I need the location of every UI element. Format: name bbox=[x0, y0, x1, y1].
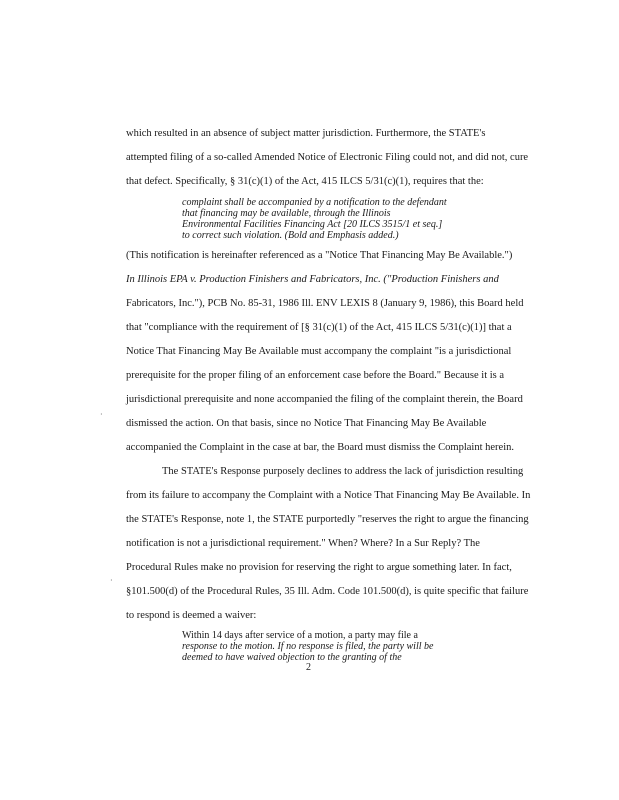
text-line: which resulted in an absence of subject matter jurisdiction. Furthermore, the STATE's bbox=[126, 128, 486, 139]
text-line: In Illinois EPA v. Production Finishers and Fabricators, Inc. ("Production Finishers and bbox=[126, 274, 499, 285]
text-line: (This notification is hereinafter referenced as a "Notice That Financing May Be Available.") bbox=[126, 250, 513, 261]
quote-line: that financing may be available, through the Illinois bbox=[182, 208, 391, 219]
quote-line: to correct such violation. (Bold and Emphasis added.) bbox=[182, 230, 399, 241]
text-line: Notice That Financing May Be Available must accompany the complaint "is a jurisdictional bbox=[126, 346, 512, 357]
text-line: to respond is deemed a waiver: bbox=[126, 610, 257, 621]
scan-speck: · bbox=[100, 410, 103, 419]
text-line: The STATE's Response purposely declines to address the lack of jurisdiction resulting bbox=[162, 466, 524, 477]
quote-line: deemed to have waived objection to the granting of the bbox=[182, 652, 402, 663]
block-quote-statute bbox=[182, 197, 447, 241]
text-line: prerequisite for the proper filing of an enforcement case before the Board." Because it is a bbox=[126, 370, 505, 381]
page-number: 2 bbox=[306, 662, 311, 673]
text-line: §101.500(d) of the Procedural Rules, 35 Ill. Adm. Code 101.500(d), is quite specific that failure bbox=[126, 586, 529, 597]
text-line: Fabricators, Inc."), PCB No. 85-31, 1986 Ill. ENV LEXIS 8 (January 9, 1986), this Board held bbox=[126, 298, 524, 309]
text-line: notification is not a jurisdictional requirement." When? Where? In a Sur Reply? The bbox=[126, 538, 480, 549]
scan-speck: · bbox=[110, 576, 113, 585]
quote-line: Within 14 days after service of a motion, a party may file a bbox=[182, 630, 418, 641]
text-line: accompanied the Complaint in the case at bar, the Board must dismiss the Complaint herein. bbox=[126, 442, 514, 453]
text-line: that "compliance with the requirement of [§ 31(c)(1) of the Act, 415 ILCS 5/31(c)(1)] that a bbox=[126, 322, 512, 333]
quote-line: response to the motion. If no response is filed, the party will be bbox=[182, 641, 434, 652]
text-line: attempted filing of a so-called Amended Notice of Electronic Filing could not, and did not, cure bbox=[126, 152, 529, 163]
text-line: Procedural Rules make no provision for reserving the right to argue something later. In fact, bbox=[126, 562, 512, 573]
text-line: that defect. Specifically, § 31(c)(1) of the Act, 415 ILCS 5/31(c)(1), requires that the: bbox=[126, 176, 484, 187]
quote-line: Environmental Facilities Financing Act [20 ILCS 3515/1 et seq.] bbox=[182, 219, 443, 230]
text-line: from its failure to accompany the Complaint with a Notice That Financing May Be Available. In bbox=[126, 490, 531, 501]
text-line: jurisdictional prerequisite and none accompanied the filing of the complaint therein, the Board bbox=[126, 394, 523, 405]
text-line: the STATE's Response, note 1, the STATE purportedly "reserves the right to argue the financing bbox=[126, 514, 529, 525]
text-line: dismissed the action. On that basis, since no Notice That Financing May Be Available bbox=[126, 418, 487, 429]
quote-line: complaint shall be accompanied by a notification to the defendant bbox=[182, 197, 447, 208]
block-quote-rule bbox=[182, 630, 433, 663]
